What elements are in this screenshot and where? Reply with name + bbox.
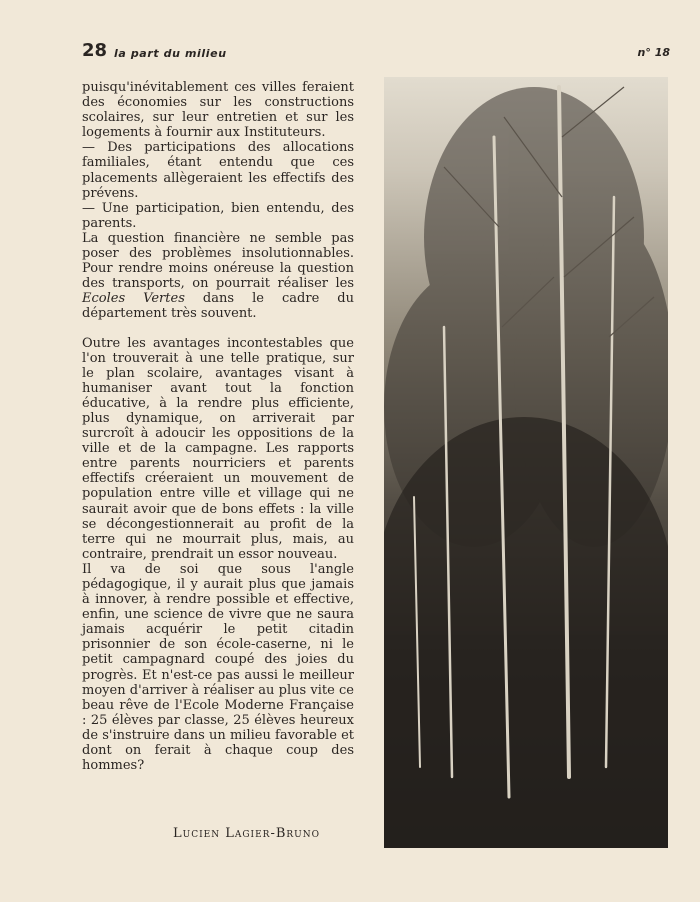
article-paragraph: Outre les avantages incontestables que l'on trouverait à une telle pratique, sur le plan scolaire, avantages visant à humaniser avant tout la fonction éducative, à la rendre plus efficiente, plus dynamique, on arriverait par surcroît à adoucir les oppositions de la ville et de la campagne. Les rapports entre parents nourriciers et parents effectifs créeraient un mouvement de population entre ville et village qui ne saurait avoir que de bons effets : la ville se décongestionnerait au profit de la terre qui ne mourrait plus, mais, au contraire, prendrait un essor nouveau. (82, 335, 354, 562)
article-body (82, 80, 354, 773)
issue-number: n° 18 (637, 46, 670, 59)
tree-photo (384, 77, 668, 848)
article-paragraph: — Une participation, bien entendu, des parents. (82, 200, 354, 231)
italic-phrase: Ecoles Vertes (82, 291, 185, 307)
author-signature: Lucien Lagier-Bruno (173, 826, 321, 841)
article-paragraph: puisqu'inévitablement ces villes feraient des économies sur les constructions scolaires, sur leur entretien et sur les logements à fournir aux Instituteurs. (82, 80, 354, 141)
paragraph-text: La question financière ne semble pas poser des problèmes insolutionnables. Pour rendre moins onéreuse la question des transports, on pourrait réaliser les (82, 230, 354, 292)
page-header (82, 40, 672, 66)
tree-photo-illustration (384, 77, 668, 848)
paragraph-text-continuation: dans le cadre du département très souvent. (82, 291, 355, 322)
article-paragraph (82, 231, 354, 322)
article-paragraph: Il va de soi que sous l'angle pédagogique, il y aurait plus que jamais à innover, à rendre possible et effective, enfin, une science de vivre que ne saura jamais acquérir le petit citadin prisonnier de son école-caserne, ni le petit campagnard coupé des joies du progrès. Et n'est-ce pas aussi le meilleur moyen d'arriver à réaliser au plus vite ce beau rêve de l'Ecole Moderne Française : 25 élèves par classe, 25 élèves heureux de s'instruire dans un milieu favorable et dont on ferait à chaque coup des hommes? (82, 561, 354, 774)
page-number: 28 (82, 40, 108, 61)
running-title: la part du milieu (114, 47, 227, 60)
article-paragraph: — Des participations des allocations familiales, étant entendu que ces placements allègeraient les effectifs des prévens. (82, 140, 354, 201)
